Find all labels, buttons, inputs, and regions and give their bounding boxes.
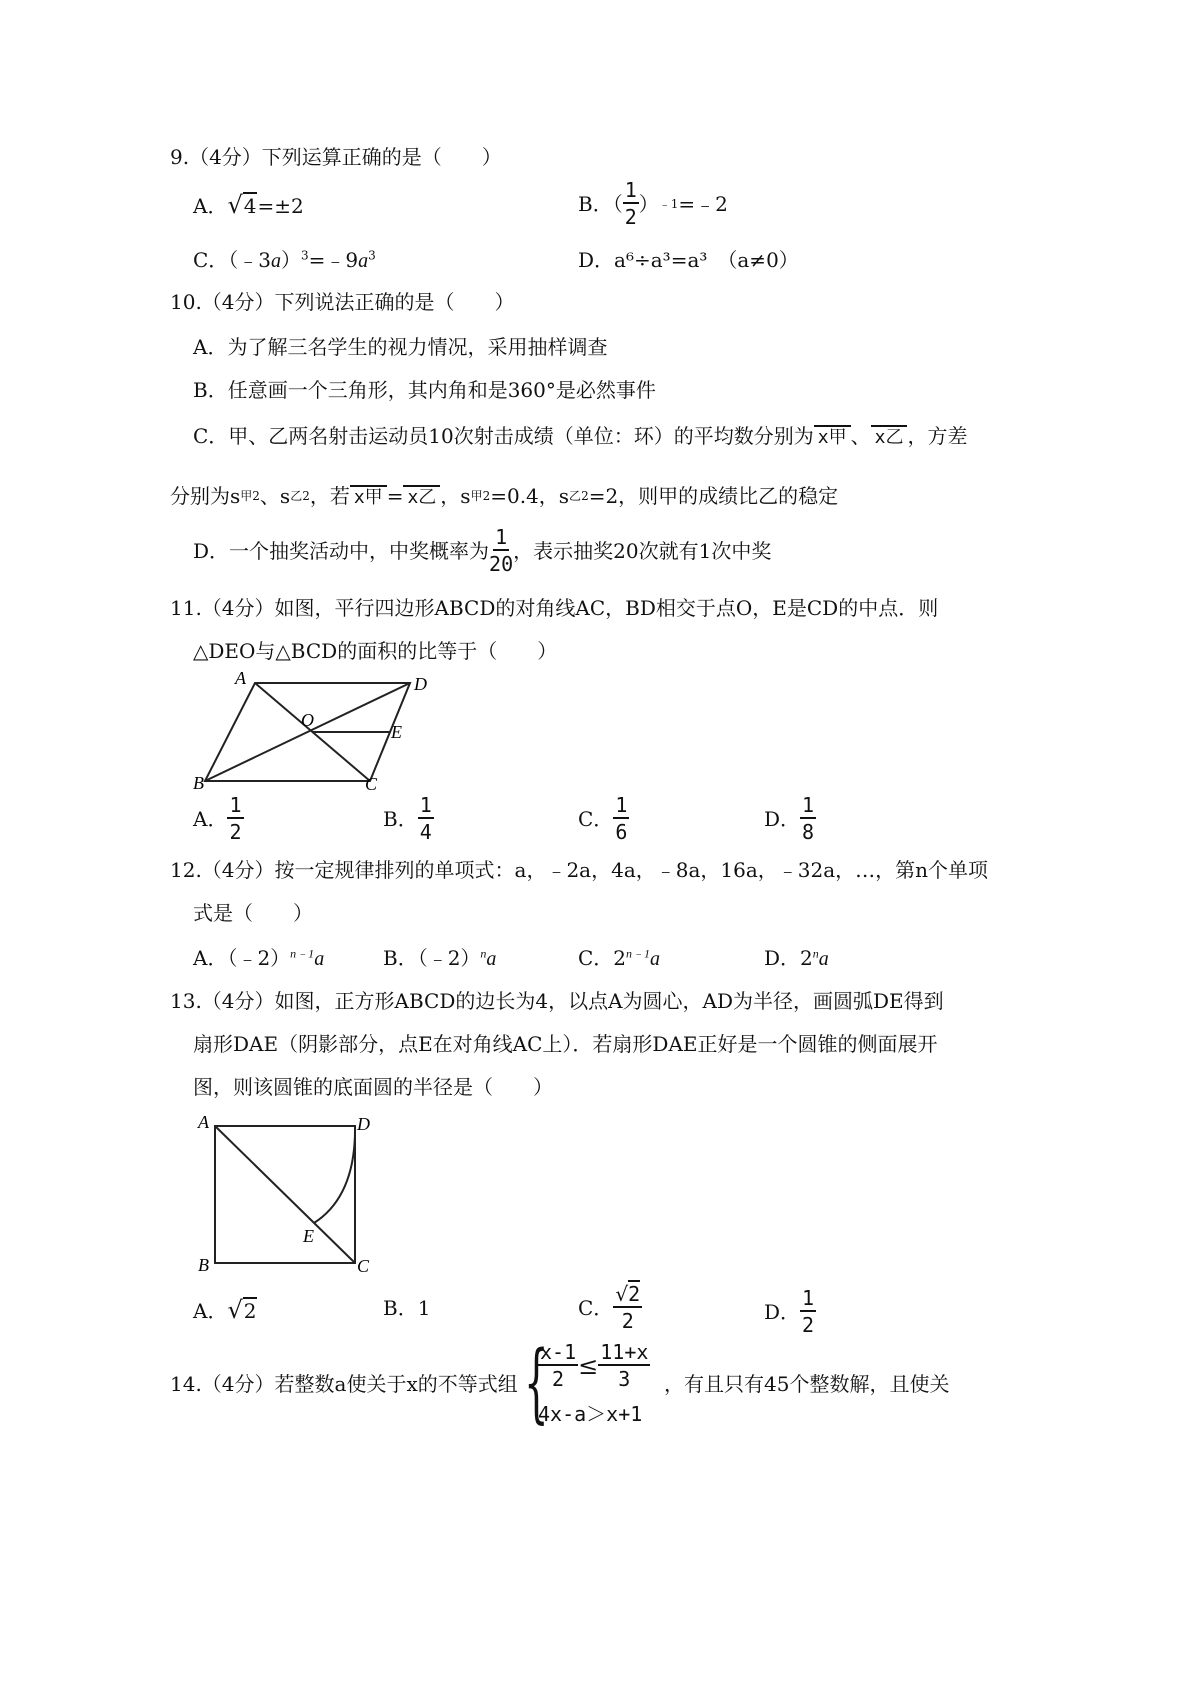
q9-c-var: a xyxy=(271,250,282,272)
q14-ineq1-op: ≤ xyxy=(578,1351,599,1380)
q13-d-fraction xyxy=(800,1288,816,1335)
q10-c2-jia2: 甲 xyxy=(470,489,483,503)
q12-c-base: C．2 xyxy=(578,946,627,970)
q13-line1: 13.（4分）如图，正方形ABCD的边长为4，以点A为圆心，AD为半径，画圆弧DE得到 xyxy=(170,989,944,1013)
q9-d-label: D． xyxy=(578,248,615,272)
label-e: E xyxy=(303,1226,314,1246)
q10-d-num: 1 xyxy=(495,525,508,549)
q9-b-rest: =﹣2 xyxy=(678,191,728,216)
q13-c-num xyxy=(613,1284,642,1308)
q9-b-close: ） xyxy=(638,191,659,216)
q9-a-rest: =±2 xyxy=(257,194,304,218)
q14-part2: ，有且只有45个整数解，且使关 xyxy=(664,1372,950,1396)
q11-c-num: 1 xyxy=(615,793,628,817)
q10-option-d xyxy=(193,527,771,574)
sqrt-icon: √ xyxy=(615,1282,629,1306)
q12-option-d xyxy=(764,948,829,969)
q12-line2: 式是（ ） xyxy=(193,901,313,925)
q10-d-part2: ，表示抽奖20次就有1次中奖 xyxy=(513,538,772,563)
q9-a-label: A． xyxy=(193,194,228,218)
q13-option-c xyxy=(578,1284,642,1331)
q12-d-var: a xyxy=(818,948,829,970)
q11-line2: △DEO与△BCD的面积的比等于（ ） xyxy=(193,639,558,663)
q9-b-den: 2 xyxy=(624,205,637,229)
square-figure xyxy=(190,1108,390,1283)
q11-b-fraction xyxy=(418,795,434,842)
q12-c-var: a xyxy=(650,948,661,970)
q9-stem: 9.（4分）下列运算正确的是（ ） xyxy=(170,145,502,169)
q14-ineq1-left xyxy=(538,1342,578,1389)
q11-b-num: 1 xyxy=(419,793,432,817)
q12-b-var: a xyxy=(486,948,497,970)
q10-c2-mean-jia: x甲 xyxy=(350,485,387,507)
q13-c-label: C． xyxy=(578,1295,614,1320)
q14-r-den: 3 xyxy=(618,1367,631,1391)
label-c: C xyxy=(357,1256,370,1276)
q13-option-a xyxy=(193,1298,257,1322)
q9-c-exp2: 3 xyxy=(368,248,376,263)
q11-a-label: A． xyxy=(193,806,228,831)
q13-d-num: 1 xyxy=(802,1286,815,1310)
q10-mean-yi: x乙 xyxy=(871,425,908,447)
label-e: E xyxy=(391,722,402,742)
q12-option-b xyxy=(383,948,496,969)
q11-c-label: C． xyxy=(578,806,614,831)
q14-ineq2: 4x-a＞x+1 xyxy=(538,1402,643,1426)
q12-b-base: B．（﹣2） xyxy=(383,946,481,970)
q10-c-part1: C．甲、乙两名射击运动员10次射击成绩（单位：环）的平均数分别为 xyxy=(193,424,814,448)
q10-c2-e: =0.4，s xyxy=(490,484,570,508)
q14-r-num: 11+x xyxy=(600,1340,649,1364)
q11-c-fraction xyxy=(613,795,629,842)
q14-part1: 14.（4分）若整数a使关于x的不等式组 xyxy=(170,1372,518,1396)
label-d: D xyxy=(414,674,427,694)
q10-d-part1: D．一个抽奖活动中，中奖概率为 xyxy=(193,538,490,563)
q12-c-exp: n﹣1 xyxy=(626,946,651,961)
q13-option-b: B．1 xyxy=(383,1296,431,1320)
q13-c-radicand: 2 xyxy=(628,1282,641,1306)
label-b: B xyxy=(193,773,204,793)
q11-a-fraction xyxy=(227,795,243,842)
q11-d-den: 8 xyxy=(802,820,815,844)
q14-l-num: x-1 xyxy=(540,1340,577,1364)
q10-c2-d: ，s xyxy=(440,484,471,508)
q9-b-num: 1 xyxy=(624,178,637,202)
q11-option-d xyxy=(764,795,816,842)
q11-d-label: D． xyxy=(764,806,801,831)
q9-c-exp1: 3 xyxy=(301,248,309,263)
q12-a-var: a xyxy=(314,948,325,970)
q13-d-den: 2 xyxy=(802,1313,815,1337)
q11-line1: 11.（4分）如图，平行四边形ABCD的对角线AC，BD相交于点O，E是CD的中点．则 xyxy=(170,596,939,620)
q12-b-exp: n xyxy=(480,946,487,961)
q13-a-label: A． xyxy=(193,1299,228,1323)
q11-b-den: 4 xyxy=(419,820,432,844)
q10-option-c xyxy=(193,425,967,447)
q9-b-fraction xyxy=(623,180,639,227)
q9-c-mid: ） xyxy=(281,248,302,272)
q14-inequality-system xyxy=(524,1333,664,1433)
q9-option-d xyxy=(578,250,799,270)
q10-c2-yi: 乙 xyxy=(290,489,303,503)
brace-icon: { xyxy=(524,1333,549,1433)
q9-d-text: a⁶÷a³=a³ （a≠0） xyxy=(614,248,799,272)
q9-option-b: B．（ $\frac{1}{2}$ ） ﹣1 =﹣2 xyxy=(578,178,728,229)
q10-option-a: A．为了解三名学生的视力情况，采用抽样调查 xyxy=(193,335,608,359)
q10-c-part2: ，方差 xyxy=(907,424,968,448)
q10-option-c-line2: 分别为s 甲 2 、s 乙 2 ，若 x甲 = x乙 ，s 甲 2 =0.4，s 乙 2 =2，则甲的成绩比乙的稳定 xyxy=(170,484,839,508)
q9-c-var2: a xyxy=(358,250,369,272)
q13-c-fraction xyxy=(613,1284,642,1331)
sqrt-icon: √ xyxy=(227,1296,243,1324)
q13-a-radicand: 2 xyxy=(243,1299,257,1323)
q10-d-fraction xyxy=(489,527,513,574)
q11-option-a xyxy=(193,795,244,842)
q10-c2-c: ，若 xyxy=(309,484,350,508)
q11-b-label: B． xyxy=(383,806,418,831)
label-a: A xyxy=(198,1112,209,1132)
label-d: D xyxy=(357,1114,370,1134)
q10-c2-eq: = xyxy=(386,484,404,508)
q11-option-c xyxy=(578,795,629,842)
q9-a-radicand: 4 xyxy=(243,194,257,218)
q10-c2-f: =2，则甲的成绩比乙的稳定 xyxy=(588,484,839,508)
q9-c-label: C．（﹣3 xyxy=(193,248,272,272)
label-b: B xyxy=(198,1255,209,1275)
label-a: A xyxy=(235,668,246,688)
q10-c2-jia: 甲 xyxy=(240,489,253,503)
q13-option-d xyxy=(764,1288,816,1335)
q13-line2: 扇形DAE（阴影部分，点E在对角线AC上）．若扇形DAE正好是一个圆锥的侧面展开 xyxy=(193,1032,938,1056)
q10-c2-mean-yi: x乙 xyxy=(403,485,440,507)
q9-c-eq: =﹣9 xyxy=(308,248,359,272)
q13-d-label: D． xyxy=(764,1299,801,1324)
q12-a-base: A．（﹣2） xyxy=(193,946,291,970)
q13-c-den: 2 xyxy=(621,1309,634,1333)
q12-option-a xyxy=(193,948,324,969)
diagonal-ac xyxy=(215,1126,355,1263)
q11-option-b xyxy=(383,795,434,842)
q10-c2-yi2: 乙 xyxy=(569,489,582,503)
arc-de xyxy=(314,1126,355,1223)
q14-ineq1 xyxy=(538,1342,650,1389)
q9-option-c xyxy=(193,250,376,271)
q12-d-base: D．2 xyxy=(764,946,813,970)
q11-d-fraction xyxy=(800,795,816,842)
q12-line1: 12.（4分）按一定规律排列的单项式：a，﹣2a，4a，﹣8a，16a，﹣32a，…，第n个单项 xyxy=(170,858,989,882)
q10-c-sep: 、 xyxy=(850,424,871,448)
q11-a-den: 2 xyxy=(229,820,242,844)
q10-stem: 10.（4分）下列说法正确的是（ ） xyxy=(170,290,515,314)
q11-c-den: 6 xyxy=(615,820,628,844)
q14-ineq1-right xyxy=(598,1342,650,1389)
label-c: C xyxy=(365,774,378,793)
q9-b-label: B．（ xyxy=(578,191,623,216)
q12-option-c xyxy=(578,948,660,969)
q10-mean-jia: x甲 xyxy=(814,425,851,447)
q10-d-den: 20 xyxy=(489,552,514,576)
q10-option-b: B．任意画一个三角形，其内角和是360°是必然事件 xyxy=(193,378,656,402)
q12-d-exp: n xyxy=(812,946,819,961)
q13-line3: 图，则该圆锥的底面圆的半径是（ ） xyxy=(193,1075,553,1099)
parallelogram-figure xyxy=(185,668,435,793)
label-o: O xyxy=(301,710,314,730)
q12-a-exp: n﹣1 xyxy=(290,946,315,961)
q11-a-num: 1 xyxy=(229,793,242,817)
q10-c2-b: 、s xyxy=(259,484,291,508)
q11-d-num: 1 xyxy=(802,793,815,817)
sqrt-icon: √ xyxy=(227,191,243,219)
q9-option-a xyxy=(193,193,304,217)
q10-c2-a: 分别为s xyxy=(170,484,241,508)
q14-l-den: 2 xyxy=(552,1367,565,1391)
